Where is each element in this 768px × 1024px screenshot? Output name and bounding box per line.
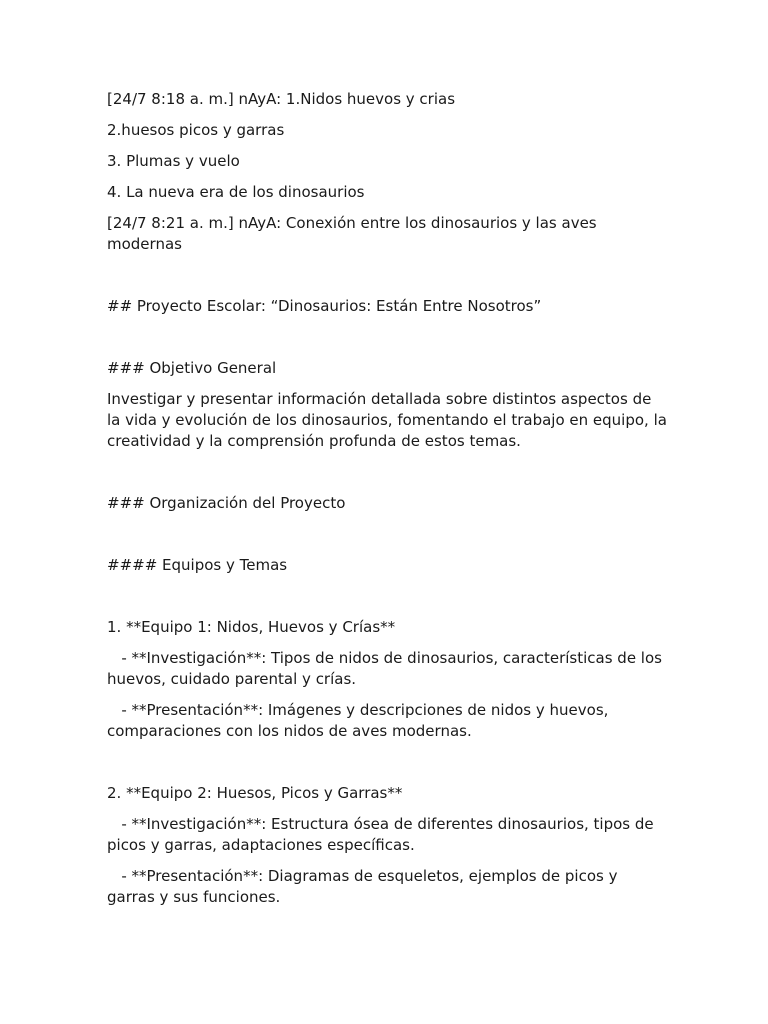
team-2-presentation: - **Presentación**: Diagramas de esqueletos, ejemplos de picos y garras y sus funciones. <box>107 867 623 906</box>
topic-4: 4. La nueva era de los dinosaurios <box>107 183 365 201</box>
chat-line-connection: [24/7 8:21 a. m.] nAyA: Conexión entre los dinosaurios y las aves modernas <box>107 214 602 253</box>
document-page <box>107 89 672 918</box>
topic-2: 2.huesos picos y garras <box>107 121 285 139</box>
topic-3: 3. Plumas y vuelo <box>107 152 240 170</box>
blank-line <box>107 586 667 617</box>
blank-line <box>107 265 667 296</box>
blank-line <box>107 524 667 555</box>
blank-line <box>107 752 667 783</box>
organization-heading: ### Organización del Proyecto <box>107 494 346 512</box>
chat-line-topic-1: [24/7 8:18 a. m.] nAyA: 1.Nidos huevos y crias <box>107 90 456 108</box>
team-2-title: 2. **Equipo 2: Huesos, Picos y Garras** <box>107 784 403 802</box>
teams-heading: #### Equipos y Temas <box>107 556 288 574</box>
team-1-title: 1. **Equipo 1: Nidos, Huevos y Crías** <box>107 618 396 636</box>
team-1-presentation: - **Presentación**: Imágenes y descripciones de nidos y huevos, comparaciones con los nidos de aves modernas. <box>107 701 614 740</box>
team-1-research: - **Investigación**: Tipos de nidos de dinosaurios, características de los huevos, cuidado parental y crías. <box>107 649 667 688</box>
objective-text: Investigar y presentar información detallada sobre distintos aspectos de la vida y evolución de los dinosaurios, fomentando el trabajo en equipo, la creatividad y la comprensión profunda de estos temas. <box>107 390 672 450</box>
team-2-research: - **Investigación**: Estructura ósea de diferentes dinosaurios, tipos de picos y garras, adaptaciones específicas. <box>107 815 659 854</box>
blank-line <box>107 327 667 358</box>
blank-line <box>107 462 667 493</box>
project-heading: ## Proyecto Escolar: “Dinosaurios: Están Entre Nosotros” <box>107 297 542 315</box>
objective-heading: ### Objetivo General <box>107 359 277 377</box>
